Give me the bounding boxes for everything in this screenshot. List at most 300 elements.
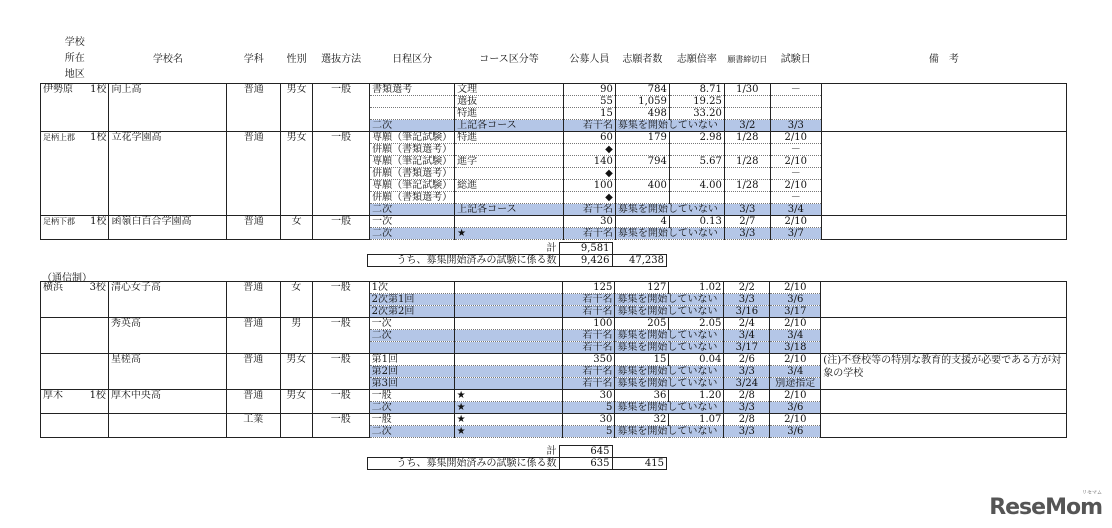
cell-schedule [370, 108, 455, 120]
cell-district-count [76, 318, 108, 330]
table-row [41, 402, 1067, 414]
cell-selection-method [312, 306, 369, 318]
cell-applicants: 36 [615, 390, 669, 402]
table-row [41, 180, 1067, 192]
table-row [41, 330, 1067, 342]
cell-selection-method [312, 330, 369, 342]
cell-ratio: 8.71 [669, 84, 724, 96]
subtotal-label: うち、募集開始済みの試験に係る数 [368, 458, 560, 470]
cell-quota: 若干名 [563, 342, 615, 354]
cell-quota: 30 [563, 414, 615, 426]
cell-course [454, 366, 563, 378]
cell-remarks [821, 132, 1066, 144]
cell-schedule: 第1回 [369, 354, 454, 366]
header-quota: 公募人員 [569, 53, 610, 65]
cell-school-name: 星槎高 [108, 354, 226, 366]
table-row [41, 216, 1067, 228]
cell-school-name [109, 228, 227, 240]
subtotal-quota: 9,426 [559, 255, 612, 267]
cell-selection-method [313, 144, 370, 156]
cell-district-count [77, 168, 109, 180]
cell-department [227, 180, 281, 192]
cell-remarks [821, 402, 1067, 414]
cell-gender [280, 366, 312, 378]
cell-remarks [821, 228, 1066, 240]
cell-schedule: 一次 [369, 318, 454, 330]
cell-department [227, 156, 281, 168]
cell-quota: 30 [563, 390, 615, 402]
header-exam: 試験日 [780, 53, 811, 65]
cell-schedule: 併願（書類選考） [370, 144, 455, 156]
cell-deadline: 3/3 [724, 204, 770, 216]
cell-school-name [108, 294, 226, 306]
cell-gender [281, 192, 313, 204]
header-remarks: 備 考 [928, 53, 959, 65]
cell-district-count [76, 414, 108, 426]
cell-exam-date: 3/4 [770, 330, 821, 342]
cell-quota: 若干名 [563, 330, 615, 342]
cell-district [41, 342, 77, 354]
cell-district: 伊勢原 [41, 84, 78, 96]
cell-exam-date: 2/10 [770, 318, 821, 330]
cell-applicants: 127 [615, 282, 669, 294]
table-row [41, 426, 1067, 438]
cell-ratio: 0.04 [669, 354, 724, 366]
cell-applicants: 募集を開始していない [615, 306, 724, 318]
cell-course: 総進 [455, 180, 564, 192]
cell-department: 普通 [227, 84, 281, 96]
table-row [41, 84, 1067, 96]
cell-school-name [108, 306, 226, 318]
cell-exam-date: 3/6 [770, 402, 821, 414]
cell-ratio: 1.02 [669, 282, 724, 294]
cell-remarks [821, 204, 1066, 216]
cell-exam-date: 3/6 [770, 426, 821, 438]
cell-selection-method [312, 294, 369, 306]
cell-district-count [77, 180, 109, 192]
header-course: コース区分等 [479, 53, 539, 65]
header-district: 学校 所在 地区 [64, 37, 85, 80]
cell-selection-method: 一般 [313, 216, 370, 228]
cell-schedule: 併願（書類選考） [370, 168, 455, 180]
cell-department [227, 168, 281, 180]
cell-applicants: 4 [615, 216, 669, 228]
cell-exam-date: 3/4 [770, 366, 821, 378]
cell-selection-method: 一般 [312, 414, 369, 426]
cell-ratio: 5.67 [669, 156, 724, 168]
cell-quota: 350 [563, 354, 615, 366]
table-row [41, 168, 1067, 180]
cell-district-count [76, 330, 108, 342]
cell-selection-method [312, 378, 369, 390]
cell-exam-date: 3/4 [770, 204, 821, 216]
cell-applicants: 募集を開始していない [615, 228, 724, 240]
cell-exam-date: 2/10 [770, 414, 821, 426]
cell-exam-date [770, 108, 821, 120]
cell-district-count: 3校 [76, 282, 108, 294]
cell-applicants: 498 [615, 108, 669, 120]
cell-selection-method [313, 120, 370, 132]
cell-exam-date: 2/10 [770, 282, 821, 294]
cell-deadline [724, 96, 770, 108]
resemom-logo: ReseMom リセマム [989, 490, 1102, 520]
cell-applicants [615, 168, 669, 180]
cell-department [226, 366, 280, 378]
cell-district: 足柄下郡 [41, 216, 78, 228]
cell-department [227, 96, 281, 108]
cell-selection-method: 一般 [313, 132, 370, 144]
cell-exam-date: － [770, 168, 821, 180]
cell-school-name: 秀英高 [108, 318, 226, 330]
cell-remarks [821, 342, 1067, 354]
cell-district-count [76, 426, 108, 438]
cell-quota: 140 [563, 156, 615, 168]
cell-district [41, 204, 78, 216]
table-row [41, 414, 1067, 426]
cell-selection-method: 一般 [313, 84, 370, 96]
table-row [41, 132, 1067, 144]
subtotal-label: うち、募集開始済みの試験に係る数 [368, 255, 560, 267]
cell-course: 上記各コース [455, 120, 564, 132]
cell-course [454, 330, 563, 342]
cell-applicants: 15 [615, 354, 669, 366]
cell-department: 工業 [226, 414, 280, 426]
cell-school-name [108, 342, 226, 354]
cell-quota: 若干名 [563, 204, 615, 216]
cell-exam-date: 3/6 [770, 294, 821, 306]
cell-deadline: 2/4 [724, 318, 770, 330]
cell-selection-method [313, 192, 370, 204]
cell-district-count [76, 294, 108, 306]
cell-deadline: 1/28 [724, 156, 770, 168]
header-ratio: 志願倍率 [676, 53, 717, 65]
header-school: 学校名 [152, 53, 183, 65]
cell-district [41, 96, 78, 108]
cell-selection-method [312, 402, 369, 414]
table-row [41, 282, 1067, 294]
cell-selection-method [312, 342, 369, 354]
cell-schedule: 2次第2回 [369, 306, 454, 318]
cell-schedule: 併願（書類選考） [370, 192, 455, 204]
cell-schedule: 二次 [369, 402, 454, 414]
cell-applicants: 179 [615, 132, 669, 144]
cell-deadline: 1/28 [724, 180, 770, 192]
cell-district [41, 228, 78, 240]
cell-remarks [821, 390, 1067, 402]
cell-course [454, 318, 563, 330]
cell-course [454, 378, 563, 390]
cell-course: ★ [454, 426, 563, 438]
cell-schedule: 第3回 [369, 378, 454, 390]
cell-gender [280, 378, 312, 390]
cell-exam-date: － [770, 192, 821, 204]
header-dept: 学科 [243, 53, 264, 65]
cell-district-count [77, 108, 109, 120]
cell-department [227, 228, 281, 240]
cell-school-name: 立花学園高 [109, 132, 227, 144]
cell-gender [281, 228, 313, 240]
cell-district [41, 156, 78, 168]
table-row [41, 306, 1067, 318]
admission-table-correspondence [40, 281, 1067, 438]
cell-district-count [77, 204, 109, 216]
cell-course: ★ [454, 402, 563, 414]
cell-remarks [821, 180, 1066, 192]
cell-gender: 女 [281, 216, 313, 228]
cell-department [226, 402, 280, 414]
cell-quota: 100 [563, 180, 615, 192]
cell-school-name [108, 366, 226, 378]
cell-gender: 男女 [280, 354, 312, 366]
cell-district [41, 306, 77, 318]
cell-applicants: 794 [615, 156, 669, 168]
cell-district-count [76, 342, 108, 354]
cell-quota: ◆ [563, 168, 615, 180]
cell-deadline: 2/7 [724, 216, 770, 228]
cell-quota: 若干名 [563, 306, 615, 318]
cell-exam-date: 3/3 [770, 120, 821, 132]
correspondence-caption: （通信制） [42, 273, 92, 284]
cell-quota: ◆ [563, 144, 615, 156]
cell-gender [280, 294, 312, 306]
cell-ratio: 1.20 [669, 390, 724, 402]
subtotal-applicants: 47,238 [612, 255, 667, 267]
cell-district [41, 402, 77, 414]
cell-course: ★ [454, 414, 563, 426]
cell-district [41, 144, 78, 156]
cell-applicants [615, 144, 669, 156]
cell-deadline: 2/8 [724, 414, 770, 426]
cell-quota: 5 [563, 402, 615, 414]
cell-deadline: 2/8 [724, 390, 770, 402]
cell-selection-method [313, 108, 370, 120]
cell-district-count [77, 156, 109, 168]
cell-ratio: 1.07 [669, 414, 724, 426]
cell-district [41, 366, 77, 378]
cell-selection-method [313, 228, 370, 240]
table-row [41, 342, 1067, 354]
cell-quota: 5 [563, 426, 615, 438]
cell-gender: 男女 [280, 390, 312, 402]
cell-selection-method: 一般 [312, 318, 369, 330]
cell-schedule: 1次 [369, 282, 454, 294]
cell-department [226, 306, 280, 318]
cell-deadline [724, 144, 770, 156]
cell-quota: 30 [563, 216, 615, 228]
total-label: 計 [368, 243, 560, 255]
cell-schedule [369, 342, 454, 354]
cell-remarks [821, 216, 1066, 228]
cell-schedule: 一般 [369, 414, 454, 426]
cell-school-name [109, 120, 227, 132]
cell-district [41, 330, 77, 342]
cell-ratio [669, 192, 724, 204]
subtotal-applicants: 415 [612, 458, 667, 470]
cell-selection-method: 一般 [312, 354, 369, 366]
cell-course: ★ [454, 390, 563, 402]
cell-schedule: 専願（筆記試験） [370, 180, 455, 192]
cell-deadline [724, 108, 770, 120]
cell-remarks [821, 120, 1066, 132]
cell-remarks [821, 282, 1067, 294]
cell-school-name [108, 378, 226, 390]
cell-selection-method [312, 366, 369, 378]
cell-gender [281, 180, 313, 192]
cell-exam-date: 3/17 [770, 306, 821, 318]
cell-schedule: 二次 [370, 228, 455, 240]
cell-remarks [821, 414, 1067, 426]
cell-ratio [669, 168, 724, 180]
cell-deadline: 3/16 [724, 306, 770, 318]
cell-schedule: 二次 [370, 204, 455, 216]
cell-district [41, 294, 77, 306]
cell-course: 進学 [455, 156, 564, 168]
cell-gender [280, 402, 312, 414]
cell-department [226, 342, 280, 354]
cell-district [41, 180, 78, 192]
cell-gender [281, 204, 313, 216]
table-row [41, 390, 1067, 402]
cell-school-name [108, 426, 226, 438]
cell-remarks [821, 306, 1067, 318]
cell-exam-date: 2/10 [770, 354, 821, 366]
cell-exam-date: 3/7 [770, 228, 821, 240]
cell-remarks [821, 426, 1067, 438]
summary-correspondence [367, 445, 667, 470]
table-row [41, 354, 1067, 366]
cell-deadline: 2/6 [724, 354, 770, 366]
cell-school-name [108, 402, 226, 414]
cell-course: 文理 [455, 84, 564, 96]
cell-ratio: 19.25 [669, 96, 724, 108]
cell-remarks [821, 192, 1066, 204]
cell-school-name [109, 192, 227, 204]
cell-quota: 60 [563, 132, 615, 144]
cell-selection-method [313, 168, 370, 180]
cell-applicants: 205 [615, 318, 669, 330]
table-row [41, 192, 1067, 204]
admission-table-full-time [40, 35, 1067, 240]
cell-department [227, 192, 281, 204]
cell-schedule: 二次 [369, 330, 454, 342]
cell-district: 足柄上郡 [41, 132, 78, 144]
cell-district-count [77, 120, 109, 132]
cell-district-count [76, 354, 108, 366]
summary-full-time [367, 242, 667, 267]
cell-school-name: 清心女子高 [108, 282, 226, 294]
cell-exam-date: 2/10 [770, 180, 821, 192]
cell-district [41, 318, 77, 330]
cell-gender [280, 342, 312, 354]
table-row [41, 120, 1067, 132]
cell-school-name: 厚木中央高 [108, 390, 226, 402]
cell-gender [281, 120, 313, 132]
cell-deadline: 3/4 [724, 330, 770, 342]
cell-department [226, 294, 280, 306]
cell-schedule: 第2回 [369, 366, 454, 378]
cell-ratio: 2.05 [669, 318, 724, 330]
cell-course [454, 306, 563, 318]
cell-quota: 若干名 [563, 120, 615, 132]
cell-district-count [76, 306, 108, 318]
cell-district-count [77, 192, 109, 204]
cell-district [41, 168, 78, 180]
cell-applicants [615, 192, 669, 204]
cell-exam-date: 2/10 [770, 390, 821, 402]
cell-district [41, 108, 78, 120]
cell-remarks [821, 156, 1066, 168]
cell-school-name [109, 156, 227, 168]
cell-deadline: 3/2 [724, 120, 770, 132]
cell-applicants: 募集を開始していない [615, 366, 724, 378]
header-deadline: 願書締切日 [727, 54, 768, 64]
cell-ratio: 2.98 [669, 132, 724, 144]
cell-gender [280, 426, 312, 438]
table-row [41, 294, 1067, 306]
cell-course [455, 168, 564, 180]
cell-department [227, 120, 281, 132]
cell-school-name [109, 180, 227, 192]
cell-school-name [108, 330, 226, 342]
cell-course: 上記各コース [455, 204, 564, 216]
cell-gender: 男 [280, 318, 312, 330]
table-row [41, 144, 1067, 156]
header-gender: 性別 [286, 53, 307, 65]
cell-district-count [76, 402, 108, 414]
header-row [41, 35, 1067, 84]
cell-department [227, 144, 281, 156]
cell-course [455, 192, 564, 204]
cell-ratio: 4.00 [669, 180, 724, 192]
cell-remarks [821, 96, 1066, 108]
cell-remarks [821, 294, 1067, 306]
cell-ratio: 0.13 [669, 216, 724, 228]
cell-department: 普通 [227, 132, 281, 144]
cell-exam-date [770, 96, 821, 108]
cell-department: 普通 [226, 282, 280, 294]
cell-course: 特進 [455, 108, 564, 120]
cell-school-name [109, 204, 227, 216]
cell-quota: 100 [563, 318, 615, 330]
cell-school-name [108, 414, 226, 426]
cell-deadline: 3/3 [724, 402, 770, 414]
cell-selection-method: 一般 [312, 390, 369, 402]
cell-applicants: 400 [615, 180, 669, 192]
cell-course [454, 282, 563, 294]
cell-applicants: 募集を開始していない [615, 402, 724, 414]
cell-course [454, 342, 563, 354]
cell-district: 横浜 [41, 282, 77, 294]
cell-schedule: 二次 [369, 426, 454, 438]
cell-school-name [109, 108, 227, 120]
cell-gender [280, 306, 312, 318]
cell-selection-method [312, 426, 369, 438]
cell-school-name [109, 144, 227, 156]
header-schedule: 日程区分 [392, 53, 433, 65]
cell-schedule: 書類選考 [370, 84, 455, 96]
subtotal-quota: 635 [559, 458, 612, 470]
cell-course [455, 144, 564, 156]
cell-quota: 90 [563, 84, 615, 96]
cell-remarks [821, 168, 1066, 180]
cell-selection-method: 一般 [312, 282, 369, 294]
cell-applicants: 募集を開始していない [615, 120, 724, 132]
cell-remarks [821, 108, 1066, 120]
cell-gender: 男女 [281, 84, 313, 96]
cell-schedule: 一次 [370, 216, 455, 228]
cell-district [41, 192, 78, 204]
cell-school-name [109, 168, 227, 180]
